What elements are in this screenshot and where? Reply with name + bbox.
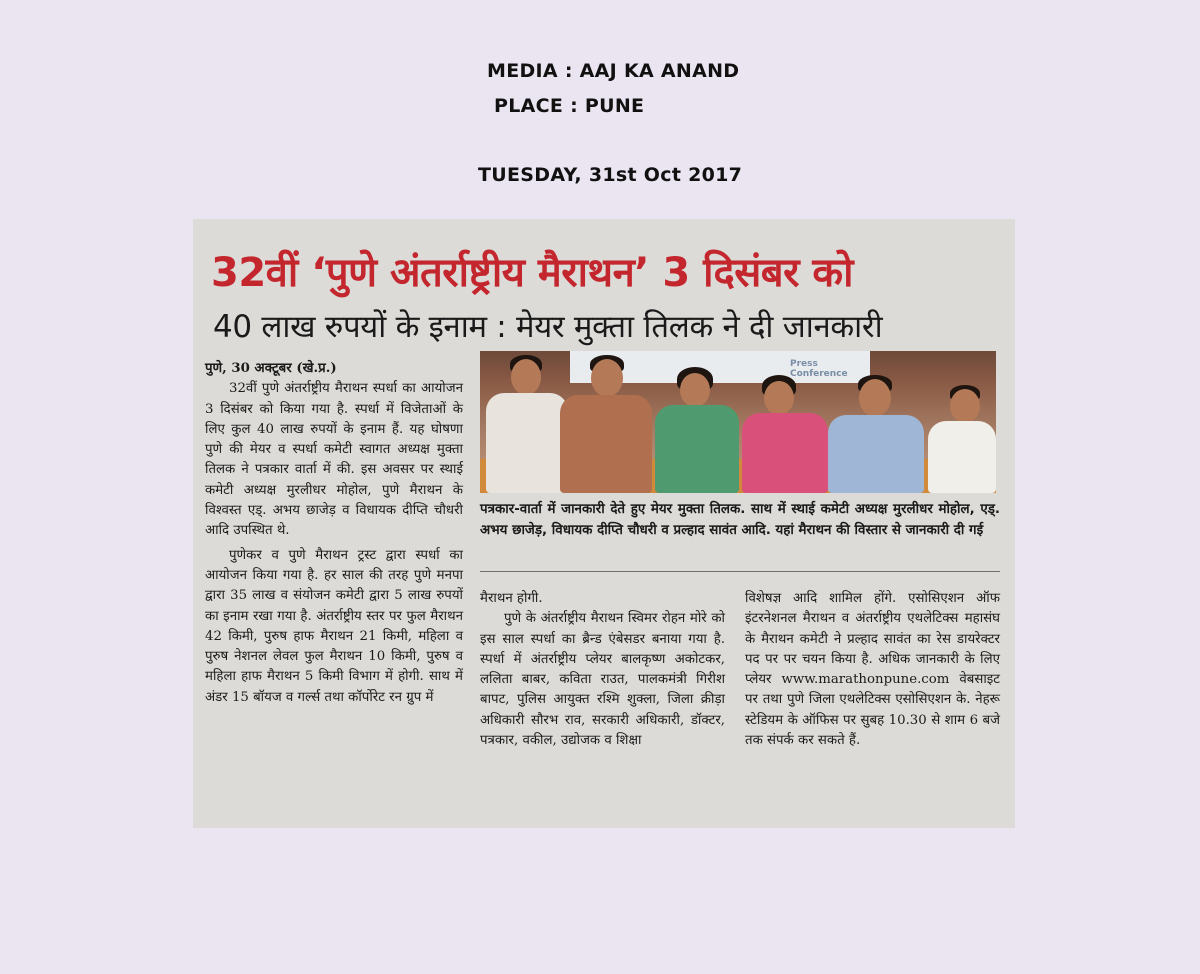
article-column-3 [745, 589, 1000, 751]
banner-text: Press Conference [790, 359, 848, 379]
date-label: TUESDAY, 31st Oct 2017 [478, 164, 743, 186]
article-column-2 [480, 589, 725, 751]
newspaper-clipping [193, 219, 1015, 828]
paragraph: पुणेकर व पुणे मैराथन ट्रस्ट द्वारा स्पर्धा का आयोजन किया गया है. हर साल की तरह पुणे मनपा द्वारा 35 लाख व संयोजन कमेटी द्वारा 5 लाख रुपयों का इनाम रखा गया है. अंतर्राष्ट्रीय स्तर पर फुल मैराथन 42 किमी, पुरुष हाफ मैराथन 21 किमी, महिला व पुरुष नेशनल लेवल फुल मैराथन 10 किमी, पुरुष व महिला हाफ मैराथन 5 किमी विभाग में होगी. साथ में अंडर 15 बॉयज व गर्ल्स तथा कॉर्पोरेट रन ग्रुप में [205, 547, 463, 705]
paragraph: विशेषज्ञ आदि शामिल होंगे. एसोसिएशन ऑफ इंटरनेशनल मैराथन व अंतर्राष्ट्रीय एथलेटिक्स महासंघ के मैराथन कमेटी ने प्रल्हाद सावंत का रेस डायरेक्टर पद पर पर चयन किया है. अधिक जानकारी के लिए प्लेयर www.marathonpune.com वेबसाइट पर तथा पुणे जिला एथलेटिक्स एसोसिएशन के. नेहरू स्टेडियम के ऑफिस पर सुबह 10.30 से शाम 6 बजे तक संपर्क कर सकते हैं. [745, 591, 1000, 749]
article-dateline: पुणे, 30 अक्टूबर (खे.प्र.) [205, 361, 337, 376]
place-label: PLACE : PUNE [494, 95, 645, 117]
article-column-1 [205, 359, 463, 708]
article-subheadline: 40 लाख रुपयों के इनाम : मेयर मुक्ता तिलक ने दी जानकारी [213, 309, 883, 345]
media-label: MEDIA : AAJ KA ANAND [487, 60, 740, 82]
article-headline: 32वीं ‘पुणे अंतर्राष्ट्रीय मैराथन’ 3 दिसंबर को [211, 250, 854, 296]
press-conference-photo [480, 351, 996, 493]
paragraph: 32वीं पुणे अंतर्राष्ट्रीय मैराथन स्पर्धा का आयोजन 3 दिसंबर को किया गया है. स्पर्धा में विजेताओं के लिए कुल 40 लाख रुपयों के इनाम हैं. यह घोषणा पुणे की मेयर व स्पर्धा कमेटी स्वागत अध्यक्ष मुक्ता तिलक ने पत्रकार वार्ता में की. इस अवसर पर स्थाई कमेटी अध्यक्ष मुरलीधर मोहोल, पुणे मैराथन के विश्वस्त एड्. अभय छाजेड़ व विधायक दीप्ति चौधरी आदि उपस्थित थे. [205, 381, 463, 539]
paragraph: पुणे के अंतर्राष्ट्रीय मैराथन स्विमर रोहन मोरे को इस साल स्पर्धा का ब्रैन्ड एंबेसडर बनाया गया है. स्पर्धा में अंतर्राष्ट्रीय प्लेयर बालकृष्ण अकोटकर, ललिता बाबर, कविता राउत, पालकमंत्री गिरीश बापट, पुलिस आयुक्त रश्मि शुक्ला, जिला क्रीड़ा अधिकारी सौरभ राव, सरकारी अधिकारी, डॉक्टर, पत्रकार, वकील, उद्योजक व शिक्षा [480, 611, 725, 749]
divider [480, 571, 1000, 572]
paragraph: मैराथन होगी. [480, 591, 543, 606]
photo-caption: पत्रकार-वार्ता में जानकारी देते हुए मेयर मुक्ता तिलक. साथ में स्थाई कमेटी अध्यक्ष मुरलीधर मोहोल, एड्. अभय छाजेड़, विधायक दीप्ति चौधरी व प्रल्हाद सावंत आदि. यहां मैराथन की विस्तार से जानकारी दी गई [480, 502, 1000, 538]
